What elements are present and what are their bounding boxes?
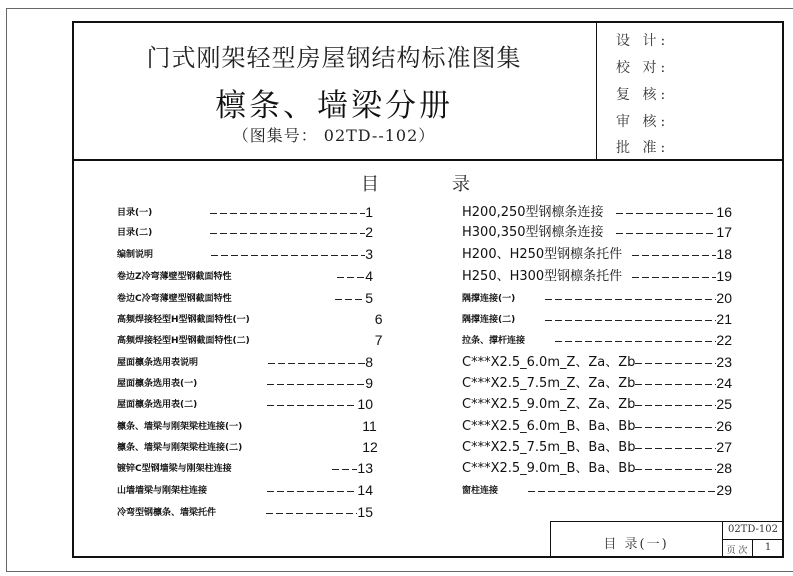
toc-entry-title: C***X2.5_9.0m_B、Ba、Bb [462, 461, 636, 476]
leader-dashes [266, 513, 357, 514]
toc-entry[interactable] [117, 245, 373, 261]
signoff-audit: 审 核: [616, 114, 670, 130]
leader-dashes [335, 299, 366, 300]
toc-entry-title: 檩条、墙梁与刚架梁柱连接(二) [117, 443, 243, 453]
toc-entry-page: 2 [365, 224, 373, 240]
toc-entry[interactable] [117, 310, 383, 327]
atlas-no: 02TD-102 [727, 524, 779, 535]
toc-entry-page: 6 [374, 311, 383, 327]
toc-entry[interactable] [462, 331, 732, 347]
toc-entry[interactable] [117, 438, 378, 455]
toc-entry-page: 3 [365, 246, 373, 262]
toc-entry-title: 隅撑连接(一) [462, 294, 516, 304]
toc-entry[interactable] [462, 438, 732, 454]
toc-entry-page: 13 [357, 460, 373, 476]
sheet-title: 目 录(一) [603, 537, 669, 552]
toc-entry-page: 29 [716, 482, 732, 498]
toc-entry-page: 20 [716, 290, 732, 306]
page-label: 页 次 [726, 546, 748, 556]
toc-entry-page: 25 [716, 396, 732, 412]
toc-entry[interactable] [462, 395, 732, 411]
toc-entry-title: 高频焊接轻型H型钢截面特性(一) [117, 315, 250, 325]
leader-dashes [267, 405, 357, 406]
leader-dashes [555, 341, 716, 342]
toc-entry-title: 屋面檩条选用表(二) [117, 400, 198, 410]
toc-entry-page: 15 [357, 504, 373, 520]
toc-entry-title: 屋面檩条选用表说明 [117, 358, 199, 368]
toc-entry-title: C***X2.5_6.0m_B、Ba、Bb [462, 419, 636, 434]
toc-entry-title: 拉条、撑杆连接 [462, 336, 526, 346]
toc-entry[interactable] [117, 289, 373, 305]
toc-entry-title: 檩条、墙梁与刚架梁柱连接(一) [117, 422, 243, 432]
toc-entry[interactable] [462, 353, 732, 369]
toc-entry-title: H200、H250型钢檩条托件 [462, 247, 623, 262]
toc-entry-title: C***X2.5_7.5m_Z、Za、Zb [462, 376, 636, 391]
toc-entry[interactable] [117, 267, 373, 283]
toc-entry[interactable] [462, 374, 732, 390]
toc-entry[interactable] [117, 503, 373, 519]
leader-dashes [267, 491, 357, 492]
toc-entry[interactable] [462, 459, 732, 475]
toc-entry-title: 卷边Z冷弯薄壁型钢截面特性 [117, 272, 232, 282]
toc-entry-title: H200,250型钢檩条连接 [462, 205, 604, 220]
leader-dashes [632, 277, 716, 278]
toc-entry[interactable] [462, 417, 732, 433]
signoff-approve: 批 准: [616, 140, 670, 156]
toc-entry[interactable] [117, 395, 373, 411]
toc-entry[interactable] [462, 267, 732, 283]
leader-dashes [545, 299, 716, 300]
toc-entry[interactable] [117, 459, 373, 475]
toc-entry[interactable] [462, 481, 732, 497]
leader-dashes [211, 255, 365, 256]
toc-entry-page: 17 [716, 224, 732, 240]
toc-entry-title: 目录(二) [117, 228, 153, 238]
page-number: 1 [764, 542, 772, 553]
toc-entry[interactable] [117, 417, 377, 434]
atlas-number: （图集号： 02TD--102） [232, 126, 436, 145]
leader-dashes [635, 363, 716, 364]
toc-entry[interactable] [462, 203, 732, 219]
toc-entry-title: C***X2.5_6.0m_Z、Za、Zb [462, 355, 636, 370]
toc-entry[interactable] [462, 310, 732, 326]
toc-entry-title: 山墙墙梁与刚架柱连接 [117, 486, 208, 496]
signoff-design: 设 计: [616, 33, 670, 49]
volume-title: 檩条、墙梁分册 [215, 88, 453, 124]
toc-entry-page: 8 [365, 354, 373, 370]
toc-entry[interactable] [462, 289, 732, 305]
toc-entry-title: 编制说明 [117, 250, 154, 260]
toc-entry-page: 4 [365, 268, 373, 284]
toc-entry-title: 镀锌C型钢墙梁与刚架柱连接 [117, 464, 232, 474]
leader-dashes [210, 233, 365, 234]
toc-heading-2: 录 [452, 174, 470, 195]
signoff-check: 校 对: [616, 60, 670, 76]
toc-entry-page: 24 [716, 375, 732, 391]
toc-entry-title: 卷边C冷弯薄壁型钢截面特性 [117, 294, 232, 304]
toc-entry-page: 5 [365, 290, 373, 306]
toc-entry-page: 23 [716, 354, 732, 370]
toc-entry-title: H250、H300型钢檩条托件 [462, 269, 623, 284]
toc-entry-title: 高频焊接轻型H型钢截面特性(二) [117, 336, 250, 346]
toc-entry[interactable] [117, 374, 373, 390]
toc-entry-title: H300,350型钢檩条连接 [462, 225, 604, 240]
toc-entry-page: 27 [716, 439, 732, 455]
toc-entry[interactable] [462, 245, 732, 261]
leader-dashes [616, 213, 717, 214]
header-vertical-divider [596, 21, 597, 161]
leader-dashes [528, 491, 716, 492]
header-divider [72, 159, 784, 161]
toc-entry[interactable] [117, 203, 373, 219]
leader-dashes [267, 384, 365, 385]
toc-heading-1: 目 [361, 174, 379, 195]
toc-entry-title: 目录(一) [117, 208, 153, 218]
toc-entry-page: 21 [716, 311, 732, 327]
leader-dashes [616, 233, 717, 234]
signoff-review: 复 核: [616, 87, 670, 103]
toc-entry-page: 18 [716, 246, 732, 262]
toc-entry[interactable] [117, 331, 383, 348]
toc-entry-page: 28 [716, 460, 732, 476]
toc-entry-page: 22 [716, 332, 732, 348]
toc-entry-title: C***X2.5_7.5m_B、Ba、Bb [462, 440, 636, 455]
toc-entry-title: C***X2.5_9.0m_Z、Za、Zb [462, 397, 636, 412]
leader-dashes [635, 405, 716, 406]
title-block-divider [722, 539, 784, 540]
leader-dashes [332, 469, 358, 470]
toc-entry-page: 14 [357, 482, 373, 498]
toc-entry-page: 10 [357, 396, 373, 412]
leader-dashes [337, 277, 366, 278]
leader-dashes [635, 448, 716, 449]
toc-entry-page: 7 [374, 332, 383, 348]
toc-entry[interactable] [117, 223, 373, 239]
leader-dashes [635, 469, 716, 470]
toc-entry-page: 11 [362, 418, 377, 434]
atlas-title: 门式刚架轻型房屋钢结构标准图集 [146, 44, 522, 72]
leader-dashes [545, 320, 716, 321]
toc-entry-page: 1 [365, 204, 373, 220]
toc-entry-title: 隅撑连接(二) [462, 315, 516, 325]
toc-entry-title: 窗柱连接 [462, 486, 499, 496]
toc-entry[interactable] [462, 223, 732, 239]
toc-entry-page: 26 [716, 418, 732, 434]
toc-entry[interactable] [117, 481, 373, 497]
leader-dashes [635, 384, 716, 385]
leader-dashes [635, 427, 716, 428]
toc-entry[interactable] [117, 353, 373, 369]
toc-entry-page: 16 [716, 204, 732, 220]
toc-entry-page: 19 [716, 268, 732, 284]
toc-entry-page: 9 [365, 375, 373, 391]
toc-entry-page: 12 [362, 439, 378, 455]
toc-entry-title: 屋面檩条选用表(一) [117, 379, 198, 389]
toc-entry-title: 冷弯型钢檩条、墙梁托件 [117, 508, 217, 518]
leader-dashes [210, 213, 365, 214]
leader-dashes [268, 363, 365, 364]
leader-dashes [632, 255, 716, 256]
